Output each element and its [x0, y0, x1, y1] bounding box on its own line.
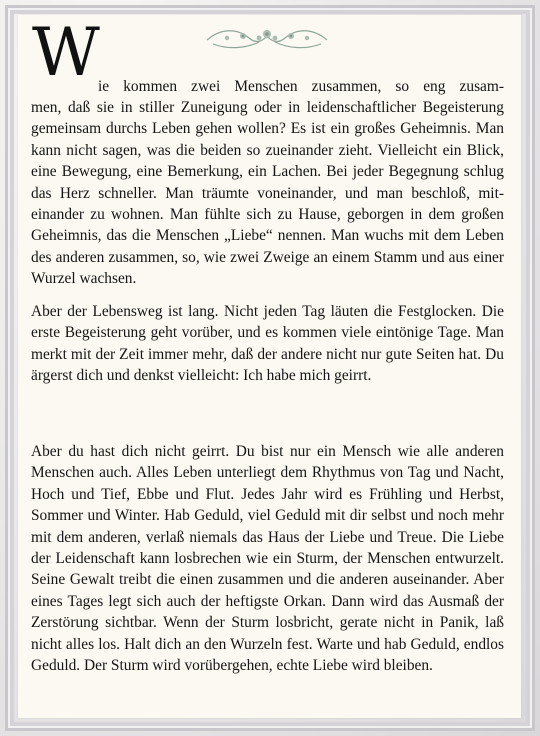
- drop-cap: W: [32, 14, 98, 91]
- paragraph-2: Aber der Lebensweg ist lang. Nicht jeden Tag läuten die Festglocken. Die erste Begeisterung geht vorüber, und es kommen viele eintönige Tage. Man merkt mit der Zeit immer mehr, daß der andere nicht nur gute Seiten hat. Du ärgerst dich und denkst vielleicht: Ich habe mich geirrt.: [31, 303, 504, 385]
- paragraph-1: men, daß sie in stiller Zuneigung oder in leidenschaftlicher Begeisterung gemeinsam durchs Leben gehen wollen? Es ist ein großes Geheimnis. Man kann nicht sagen, was die beiden so zueinander zieht. Vielleicht ein Blick, eine Bewegung, eine Bemerkung, ein Lachen. Bei jeder Begegnung schlug das Herz schneller. Man träumte voneinander, und man beschloß, miteinander zu wohnen. Man fühlte sich zu Hause, geborgen in dem großen Geheimnis, das die Menschen „Liebe“ nennen. Man wuchs mit dem Leben des anderen zusammen, so, wie zwei Zweige an einem Stamm und aus einer Wurzel wachsen.: [31, 99, 504, 288]
- background-flourish-left: [0, 330, 18, 450]
- floral-ornament-icon: [203, 24, 331, 52]
- paragraph-1-first-line: ie kommen zwei Menschen zusammen, so eng zusam-: [98, 78, 504, 95]
- paragraph-3: Aber du hast dich nicht geirrt. Du bist nur ein Mensch wie alle anderen Menschen auch. Alles Leben unterliegt dem Rhythmus von Tag und Nacht, Hoch und Tief, Ebbe und Flut. Jedes Jahr wird es Frühling und Herbst, Sommer und Winter. Hab Geduld, viel Geduld mit dir selbst und noch mehr mit dem anderen, verlaß niemals das Haus der Liebe und Treue. Die Liebe der Leidenschaft kann losbrechen wie ein Sturm, der Menschen entwurzelt. Seine Gewalt treibt die einen zusammen und die anderen auseinander. Aber eines Tages legt sich auch der heftigste Orkan. Dann wird das Ausmaß der Zerstörung sichtbar. Wenn der Sturm losbricht, gerate nicht in Panik, laß nicht alles los. Halt dich an den Wurzeln fest. Warte und hab Geduld, endlos Geduld. Der Sturm wird vorübergehen, echte Liebe wird bleiben.: [31, 443, 504, 675]
